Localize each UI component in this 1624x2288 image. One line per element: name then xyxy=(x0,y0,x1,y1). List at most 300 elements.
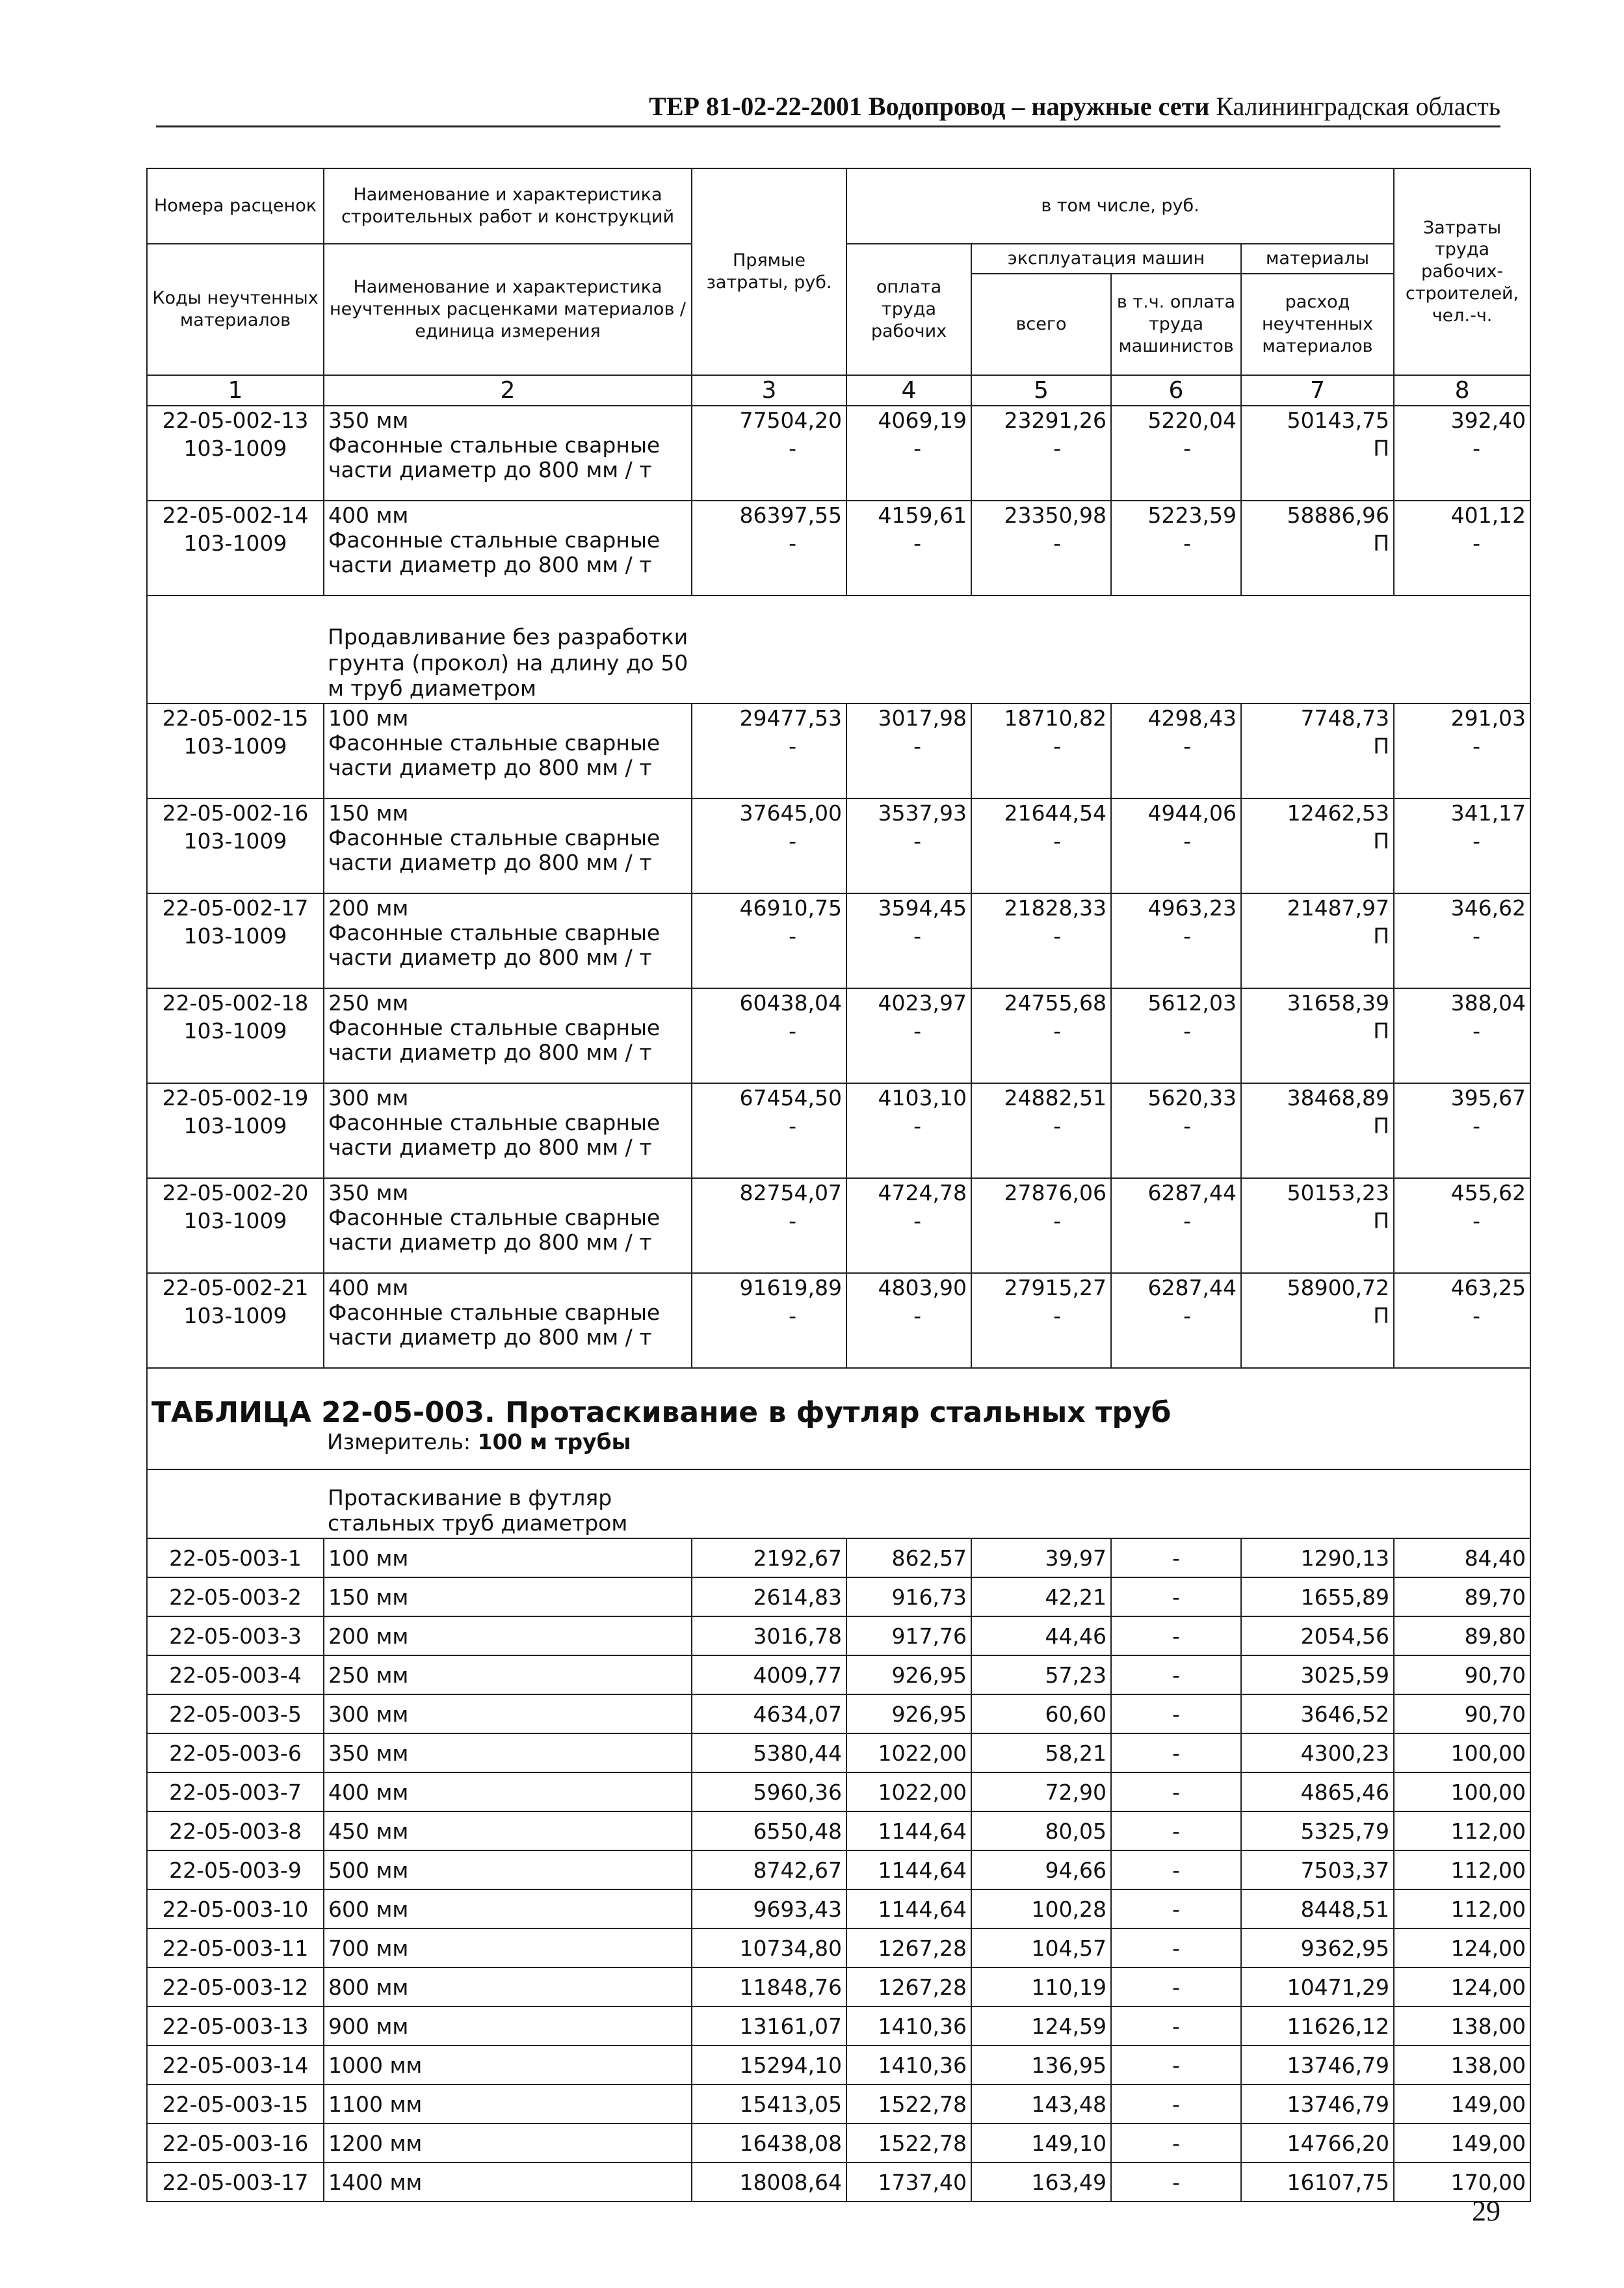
material-name: Фасонные стальные сварные части диаметр до 800 мм / т xyxy=(328,1015,661,1065)
dash: - xyxy=(789,923,796,949)
value: 395,67 xyxy=(1450,1085,1526,1111)
rate-code: 22-05-002-20 xyxy=(162,1180,309,1205)
value: 58886,96 xyxy=(1287,503,1390,528)
value-cell xyxy=(1241,1273,1394,1368)
name-cell xyxy=(324,1273,692,1368)
value-cell xyxy=(1111,1178,1241,1273)
col-machinists-pay: в т.ч. оплата труда машинистов xyxy=(1111,274,1241,375)
work-name: 150 мм xyxy=(324,1577,692,1616)
value-cell: 90,70 xyxy=(1394,1655,1530,1694)
value: 21828,33 xyxy=(1004,895,1107,921)
column-number: 6 xyxy=(1111,375,1241,406)
value-cell: 3646,52 xyxy=(1241,1694,1394,1733)
value-cell: 89,70 xyxy=(1394,1577,1530,1616)
value-cell xyxy=(971,1178,1111,1273)
column-number: 2 xyxy=(324,375,692,406)
value-cell: 11626,12 xyxy=(1241,2006,1394,2045)
value-cell xyxy=(971,988,1111,1083)
material-flag: П xyxy=(1373,733,1390,759)
dash: - xyxy=(1053,1113,1061,1138)
value-cell: 1144,64 xyxy=(846,1889,971,1928)
value-cell xyxy=(1394,1273,1530,1368)
work-name: 100 мм xyxy=(328,705,409,731)
dash: - xyxy=(789,1303,796,1328)
material-flag: П xyxy=(1373,436,1390,461)
value-cell: - xyxy=(1111,2006,1241,2045)
value-cell xyxy=(971,501,1111,596)
table-row xyxy=(147,1733,1530,1772)
value: 46910,75 xyxy=(739,895,842,921)
column-number: 5 xyxy=(971,375,1111,406)
material-name: Фасонные стальные сварные части диаметр до 800 мм / т xyxy=(328,920,661,970)
table-row xyxy=(147,798,1530,893)
value: 455,62 xyxy=(1450,1180,1526,1205)
material-code: 103-1009 xyxy=(183,923,287,949)
value-cell: 104,57 xyxy=(971,1928,1111,1967)
rate-code-cell xyxy=(147,406,324,501)
table-row xyxy=(147,2124,1530,2163)
value-cell: 8742,67 xyxy=(692,1850,846,1889)
table-row xyxy=(147,501,1530,596)
value-cell: - xyxy=(1111,1655,1241,1694)
value-cell: 84,40 xyxy=(1394,1538,1530,1577)
rate-code: 22-05-003-12 xyxy=(147,1967,324,2006)
column-number: 1 xyxy=(147,375,324,406)
table-row xyxy=(147,1928,1530,1967)
work-name: 400 мм xyxy=(324,1772,692,1811)
value-cell xyxy=(1111,406,1241,501)
table-title: ТАБЛИЦА 22-05-003. Протаскивание в футляр стальных труб xyxy=(151,1396,1172,1429)
value-cell: - xyxy=(1111,2084,1241,2124)
rates-table xyxy=(146,168,1531,2202)
value-cell: 1267,28 xyxy=(846,1967,971,2006)
dash: - xyxy=(1473,1018,1481,1044)
material-flag: П xyxy=(1373,1018,1390,1044)
value: 6287,44 xyxy=(1147,1180,1237,1205)
value-cell: 13161,07 xyxy=(692,2006,846,2045)
table-row xyxy=(147,1811,1530,1850)
section-label: Продавливание без разработки грунта (прокол) на длину до 50 м труб диаметром xyxy=(328,624,688,702)
dash: - xyxy=(1473,1113,1481,1138)
rate-code: 22-05-003-5 xyxy=(147,1694,324,1733)
value-cell: - xyxy=(1111,1889,1241,1928)
value: 392,40 xyxy=(1450,408,1526,433)
value-cell xyxy=(692,1273,846,1368)
value-cell: 1737,40 xyxy=(846,2163,971,2202)
rate-code: 22-05-003-8 xyxy=(147,1811,324,1850)
rate-code-cell xyxy=(147,798,324,893)
work-name: 300 мм xyxy=(324,1694,692,1733)
measure-label: Измеритель: xyxy=(327,1429,478,1454)
value-cell: 44,46 xyxy=(971,1616,1111,1655)
value-cell: 110,19 xyxy=(971,1967,1111,2006)
value-cell: 1410,36 xyxy=(846,2045,971,2084)
section-cell xyxy=(324,1469,1530,1538)
dash: - xyxy=(1053,531,1061,556)
value-cell: - xyxy=(1111,2124,1241,2163)
value: 4724,78 xyxy=(878,1180,967,1205)
value-cell: 8448,51 xyxy=(1241,1889,1394,1928)
value-cell: 72,90 xyxy=(971,1772,1111,1811)
value-cell xyxy=(971,406,1111,501)
material-name: Фасонные стальные сварные части диаметр до 800 мм / т xyxy=(328,1110,661,1160)
table-row xyxy=(147,1694,1530,1733)
value: 77504,20 xyxy=(739,408,842,433)
value: 38468,89 xyxy=(1287,1085,1390,1111)
table-row xyxy=(147,1889,1530,1928)
value: 3537,93 xyxy=(878,800,967,826)
value-cell: - xyxy=(1111,1850,1241,1889)
rate-code-cell xyxy=(147,703,324,798)
value-cell xyxy=(692,988,846,1083)
value-cell xyxy=(692,1083,846,1178)
value-cell xyxy=(1241,1083,1394,1178)
rate-code: 22-05-002-19 xyxy=(162,1085,309,1111)
value: 5220,04 xyxy=(1147,408,1237,433)
header-region: Калининградская область xyxy=(1209,92,1500,121)
value: 24882,51 xyxy=(1004,1085,1107,1111)
material-code: 103-1009 xyxy=(183,531,287,556)
value: 21487,97 xyxy=(1287,895,1390,921)
dash: - xyxy=(1183,733,1191,759)
table-title-row xyxy=(147,1368,1530,1469)
dash: - xyxy=(1183,923,1191,949)
value-cell: 90,70 xyxy=(1394,1694,1530,1733)
value-cell: 917,76 xyxy=(846,1616,971,1655)
dash: - xyxy=(1473,1303,1481,1328)
work-name: 1400 мм xyxy=(324,2163,692,2202)
work-name: 1200 мм xyxy=(324,2124,692,2163)
value-cell: 4009,77 xyxy=(692,1655,846,1694)
value-cell: 5380,44 xyxy=(692,1733,846,1772)
value-cell xyxy=(846,501,971,596)
value-cell: 5325,79 xyxy=(1241,1811,1394,1850)
name-cell xyxy=(324,501,692,596)
dash: - xyxy=(913,1303,921,1328)
value-cell: 1522,78 xyxy=(846,2084,971,2124)
col-rate-numbers: Номера расценок xyxy=(147,168,324,244)
value-cell: 149,10 xyxy=(971,2124,1111,2163)
table-row xyxy=(147,2006,1530,2045)
dash: - xyxy=(1183,436,1191,461)
rate-code: 22-05-003-3 xyxy=(147,1616,324,1655)
value-cell xyxy=(971,703,1111,798)
value: 4944,06 xyxy=(1147,800,1237,826)
table-row xyxy=(147,1850,1530,1889)
col-machines: эксплуатация машин xyxy=(971,244,1241,274)
col-material-name: Наименование и характеристика неучтенных расценками материалов / единица измерения xyxy=(324,244,692,375)
material-name: Фасонные стальные сварные части диаметр до 800 мм / т xyxy=(328,1205,661,1255)
value-cell: 170,00 xyxy=(1394,2163,1530,2202)
value: 86397,55 xyxy=(739,503,842,528)
empty-cell xyxy=(147,596,324,703)
header-title: ТЕР 81-02-22-2001 Водопровод – наружные сети xyxy=(649,92,1210,121)
value: 291,03 xyxy=(1450,705,1526,731)
col-labor-pay: оплата труда рабочих xyxy=(846,244,971,375)
value-cell xyxy=(1394,1178,1530,1273)
dash: - xyxy=(1053,828,1061,854)
table-row xyxy=(147,2163,1530,2202)
material-name: Фасонные стальные сварные части диаметр до 800 мм / т xyxy=(328,1300,661,1350)
value: 4069,19 xyxy=(878,408,967,433)
table-row xyxy=(147,703,1530,798)
rate-code: 22-05-003-15 xyxy=(147,2084,324,2124)
material-name: Фасонные стальные сварные части диаметр до 800 мм / т xyxy=(328,730,661,780)
rate-code-cell xyxy=(147,1273,324,1368)
value: 67454,50 xyxy=(739,1085,842,1111)
work-name: 250 мм xyxy=(328,990,409,1016)
value: 31658,39 xyxy=(1287,990,1390,1016)
value-cell: 1022,00 xyxy=(846,1772,971,1811)
value-cell xyxy=(1111,703,1241,798)
value: 18710,82 xyxy=(1004,705,1107,731)
table-row xyxy=(147,1273,1530,1368)
col-material-codes: Коды неучтенных материалов xyxy=(147,244,324,375)
value-cell: - xyxy=(1111,2163,1241,2202)
dash: - xyxy=(789,828,796,854)
dash: - xyxy=(789,1208,796,1233)
work-name: 400 мм xyxy=(328,503,409,528)
value-cell xyxy=(1241,1178,1394,1273)
dash: - xyxy=(1053,733,1061,759)
value-cell: 1655,89 xyxy=(1241,1577,1394,1616)
value-cell: 149,00 xyxy=(1394,2124,1530,2163)
material-code: 103-1009 xyxy=(183,436,287,461)
value-cell xyxy=(1241,893,1394,988)
dash: - xyxy=(913,531,921,556)
value-cell: 1410,36 xyxy=(846,2006,971,2045)
table-row xyxy=(147,2084,1530,2124)
material-flag: П xyxy=(1373,531,1390,556)
value-cell: 58,21 xyxy=(971,1733,1111,1772)
value-cell: 5960,36 xyxy=(692,1772,846,1811)
value-cell: 143,48 xyxy=(971,2084,1111,2124)
value: 27876,06 xyxy=(1004,1180,1107,1205)
value-cell: 4300,23 xyxy=(1241,1733,1394,1772)
value: 29477,53 xyxy=(739,705,842,731)
value-cell: 138,00 xyxy=(1394,2045,1530,2084)
value: 463,25 xyxy=(1450,1275,1526,1300)
dash: - xyxy=(1053,1303,1061,1328)
value-cell: 13746,79 xyxy=(1241,2084,1394,2124)
work-name: 150 мм xyxy=(328,800,409,826)
measure-value: 100 м трубы xyxy=(477,1429,631,1454)
work-name: 350 мм xyxy=(324,1733,692,1772)
value: 91619,89 xyxy=(739,1275,842,1300)
value-cell: 9693,43 xyxy=(692,1889,846,1928)
value: 60438,04 xyxy=(739,990,842,1016)
dash: - xyxy=(913,1113,921,1138)
value-cell: 7503,37 xyxy=(1241,1850,1394,1889)
dash: - xyxy=(789,1018,796,1044)
rate-code: 22-05-003-1 xyxy=(147,1538,324,1577)
work-name: 450 мм xyxy=(324,1811,692,1850)
value: 37645,00 xyxy=(739,800,842,826)
value-cell xyxy=(1241,406,1394,501)
col-including: в том числе, руб. xyxy=(846,168,1394,244)
value-cell: 9362,95 xyxy=(1241,1928,1394,1967)
value-cell: 916,73 xyxy=(846,1577,971,1616)
value-cell: 1522,78 xyxy=(846,2124,971,2163)
value-cell xyxy=(971,1083,1111,1178)
value-cell: 11848,76 xyxy=(692,1967,846,2006)
rate-code: 22-05-003-9 xyxy=(147,1850,324,1889)
value-cell xyxy=(1241,703,1394,798)
value-cell: 926,95 xyxy=(846,1694,971,1733)
work-name: 350 мм xyxy=(328,408,409,433)
value-cell xyxy=(846,893,971,988)
value-cell xyxy=(1111,893,1241,988)
value-cell: - xyxy=(1111,1967,1241,2006)
rate-code-cell xyxy=(147,1178,324,1273)
value-cell: 15413,05 xyxy=(692,2084,846,2124)
work-name: 600 мм xyxy=(324,1889,692,1928)
name-cell xyxy=(324,1178,692,1273)
dash: - xyxy=(789,733,796,759)
value-cell xyxy=(846,1178,971,1273)
value: 50153,23 xyxy=(1287,1180,1390,1205)
material-code: 103-1009 xyxy=(183,733,287,759)
material-code: 103-1009 xyxy=(183,1018,287,1044)
value-cell: 100,00 xyxy=(1394,1772,1530,1811)
value-cell xyxy=(692,703,846,798)
value-cell xyxy=(692,1178,846,1273)
value-cell: 10471,29 xyxy=(1241,1967,1394,2006)
rate-code: 22-05-003-14 xyxy=(147,2045,324,2084)
rate-code: 22-05-002-14 xyxy=(162,503,309,528)
value-cell xyxy=(692,798,846,893)
value-cell: 124,59 xyxy=(971,2006,1111,2045)
value-cell: 100,28 xyxy=(971,1889,1111,1928)
value-cell: 2614,83 xyxy=(692,1577,846,1616)
table-row xyxy=(147,406,1530,501)
work-name: 250 мм xyxy=(324,1655,692,1694)
value-cell: 1290,13 xyxy=(1241,1538,1394,1577)
material-name: Фасонные стальные сварные части диаметр до 800 мм / т xyxy=(328,432,661,482)
section-cell xyxy=(324,596,1530,703)
work-name: 100 мм xyxy=(324,1538,692,1577)
dash: - xyxy=(913,923,921,949)
work-name: 1100 мм xyxy=(324,2084,692,2124)
value-cell: 1267,28 xyxy=(846,1928,971,1967)
value: 341,17 xyxy=(1450,800,1526,826)
col-labor-hours: Затраты труда рабочих-строителей, чел.-ч. xyxy=(1394,168,1530,375)
value-cell: 10734,80 xyxy=(692,1928,846,1967)
value: 346,62 xyxy=(1450,895,1526,921)
value: 4103,10 xyxy=(878,1085,967,1111)
rate-code: 22-05-003-7 xyxy=(147,1772,324,1811)
value-cell: - xyxy=(1111,1772,1241,1811)
dash: - xyxy=(913,733,921,759)
dash: - xyxy=(1183,531,1191,556)
material-name: Фасонные стальные сварные части диаметр до 800 мм / т xyxy=(328,527,661,577)
value-cell: 39,97 xyxy=(971,1538,1111,1577)
name-cell xyxy=(324,893,692,988)
value-cell xyxy=(846,1083,971,1178)
page-header xyxy=(156,91,1500,127)
dash: - xyxy=(1183,1303,1191,1328)
rate-code: 22-05-003-2 xyxy=(147,1577,324,1616)
work-name: 1000 мм xyxy=(324,2045,692,2084)
column-numbers-row xyxy=(147,375,1530,406)
value-cell xyxy=(1111,988,1241,1083)
dash: - xyxy=(789,436,796,461)
value-cell: 18008,64 xyxy=(692,2163,846,2202)
value: 12462,53 xyxy=(1287,800,1390,826)
dash: - xyxy=(1053,923,1061,949)
material-code: 103-1009 xyxy=(183,1208,287,1233)
value-cell: 42,21 xyxy=(971,1577,1111,1616)
value-cell: 4865,46 xyxy=(1241,1772,1394,1811)
dash: - xyxy=(1473,923,1481,949)
value-cell xyxy=(846,406,971,501)
value-cell xyxy=(971,1273,1111,1368)
value-cell: 149,00 xyxy=(1394,2084,1530,2124)
value-cell: - xyxy=(1111,1928,1241,1967)
value-cell xyxy=(846,988,971,1083)
value: 4963,23 xyxy=(1147,895,1237,921)
value-cell xyxy=(1394,703,1530,798)
name-cell xyxy=(324,988,692,1083)
measure xyxy=(151,1429,1526,1454)
material-code: 103-1009 xyxy=(183,1303,287,1328)
value: 7748,73 xyxy=(1300,705,1390,731)
value-cell: 112,00 xyxy=(1394,1811,1530,1850)
value: 23350,98 xyxy=(1004,503,1107,528)
value-cell xyxy=(692,501,846,596)
table-row xyxy=(147,1772,1530,1811)
material-flag: П xyxy=(1373,828,1390,854)
material-flag: П xyxy=(1373,1208,1390,1233)
value-cell: 138,00 xyxy=(1394,2006,1530,2045)
value-cell: - xyxy=(1111,1733,1241,1772)
value-cell xyxy=(1394,988,1530,1083)
rate-code-cell xyxy=(147,893,324,988)
rate-code-cell xyxy=(147,501,324,596)
work-name: 400 мм xyxy=(328,1275,409,1300)
value-cell: 100,00 xyxy=(1394,1733,1530,1772)
value-cell xyxy=(1111,1273,1241,1368)
empty-cell xyxy=(147,1469,324,1538)
work-name: 700 мм xyxy=(324,1928,692,1967)
value-cell: 112,00 xyxy=(1394,1889,1530,1928)
value-cell: 16107,75 xyxy=(1241,2163,1394,2202)
name-cell xyxy=(324,798,692,893)
work-name: 350 мм xyxy=(328,1180,409,1205)
rate-code: 22-05-002-21 xyxy=(162,1275,309,1300)
name-cell xyxy=(324,406,692,501)
value: 27915,27 xyxy=(1004,1275,1107,1300)
dash: - xyxy=(1473,733,1481,759)
material-code: 103-1009 xyxy=(183,1113,287,1138)
value-cell: 16438,08 xyxy=(692,2124,846,2163)
work-name: 300 мм xyxy=(328,1085,409,1111)
value-cell xyxy=(846,703,971,798)
value-cell: - xyxy=(1111,2045,1241,2084)
value-cell xyxy=(1394,893,1530,988)
dash: - xyxy=(789,531,796,556)
value-cell xyxy=(1111,798,1241,893)
value: 6287,44 xyxy=(1147,1275,1237,1300)
dash: - xyxy=(1183,828,1191,854)
column-number: 3 xyxy=(692,375,846,406)
value: 4803,90 xyxy=(878,1275,967,1300)
dash: - xyxy=(1183,1113,1191,1138)
value-cell: - xyxy=(1111,1538,1241,1577)
table-row xyxy=(147,988,1530,1083)
value-cell xyxy=(1394,1083,1530,1178)
value-cell: 89,80 xyxy=(1394,1616,1530,1655)
